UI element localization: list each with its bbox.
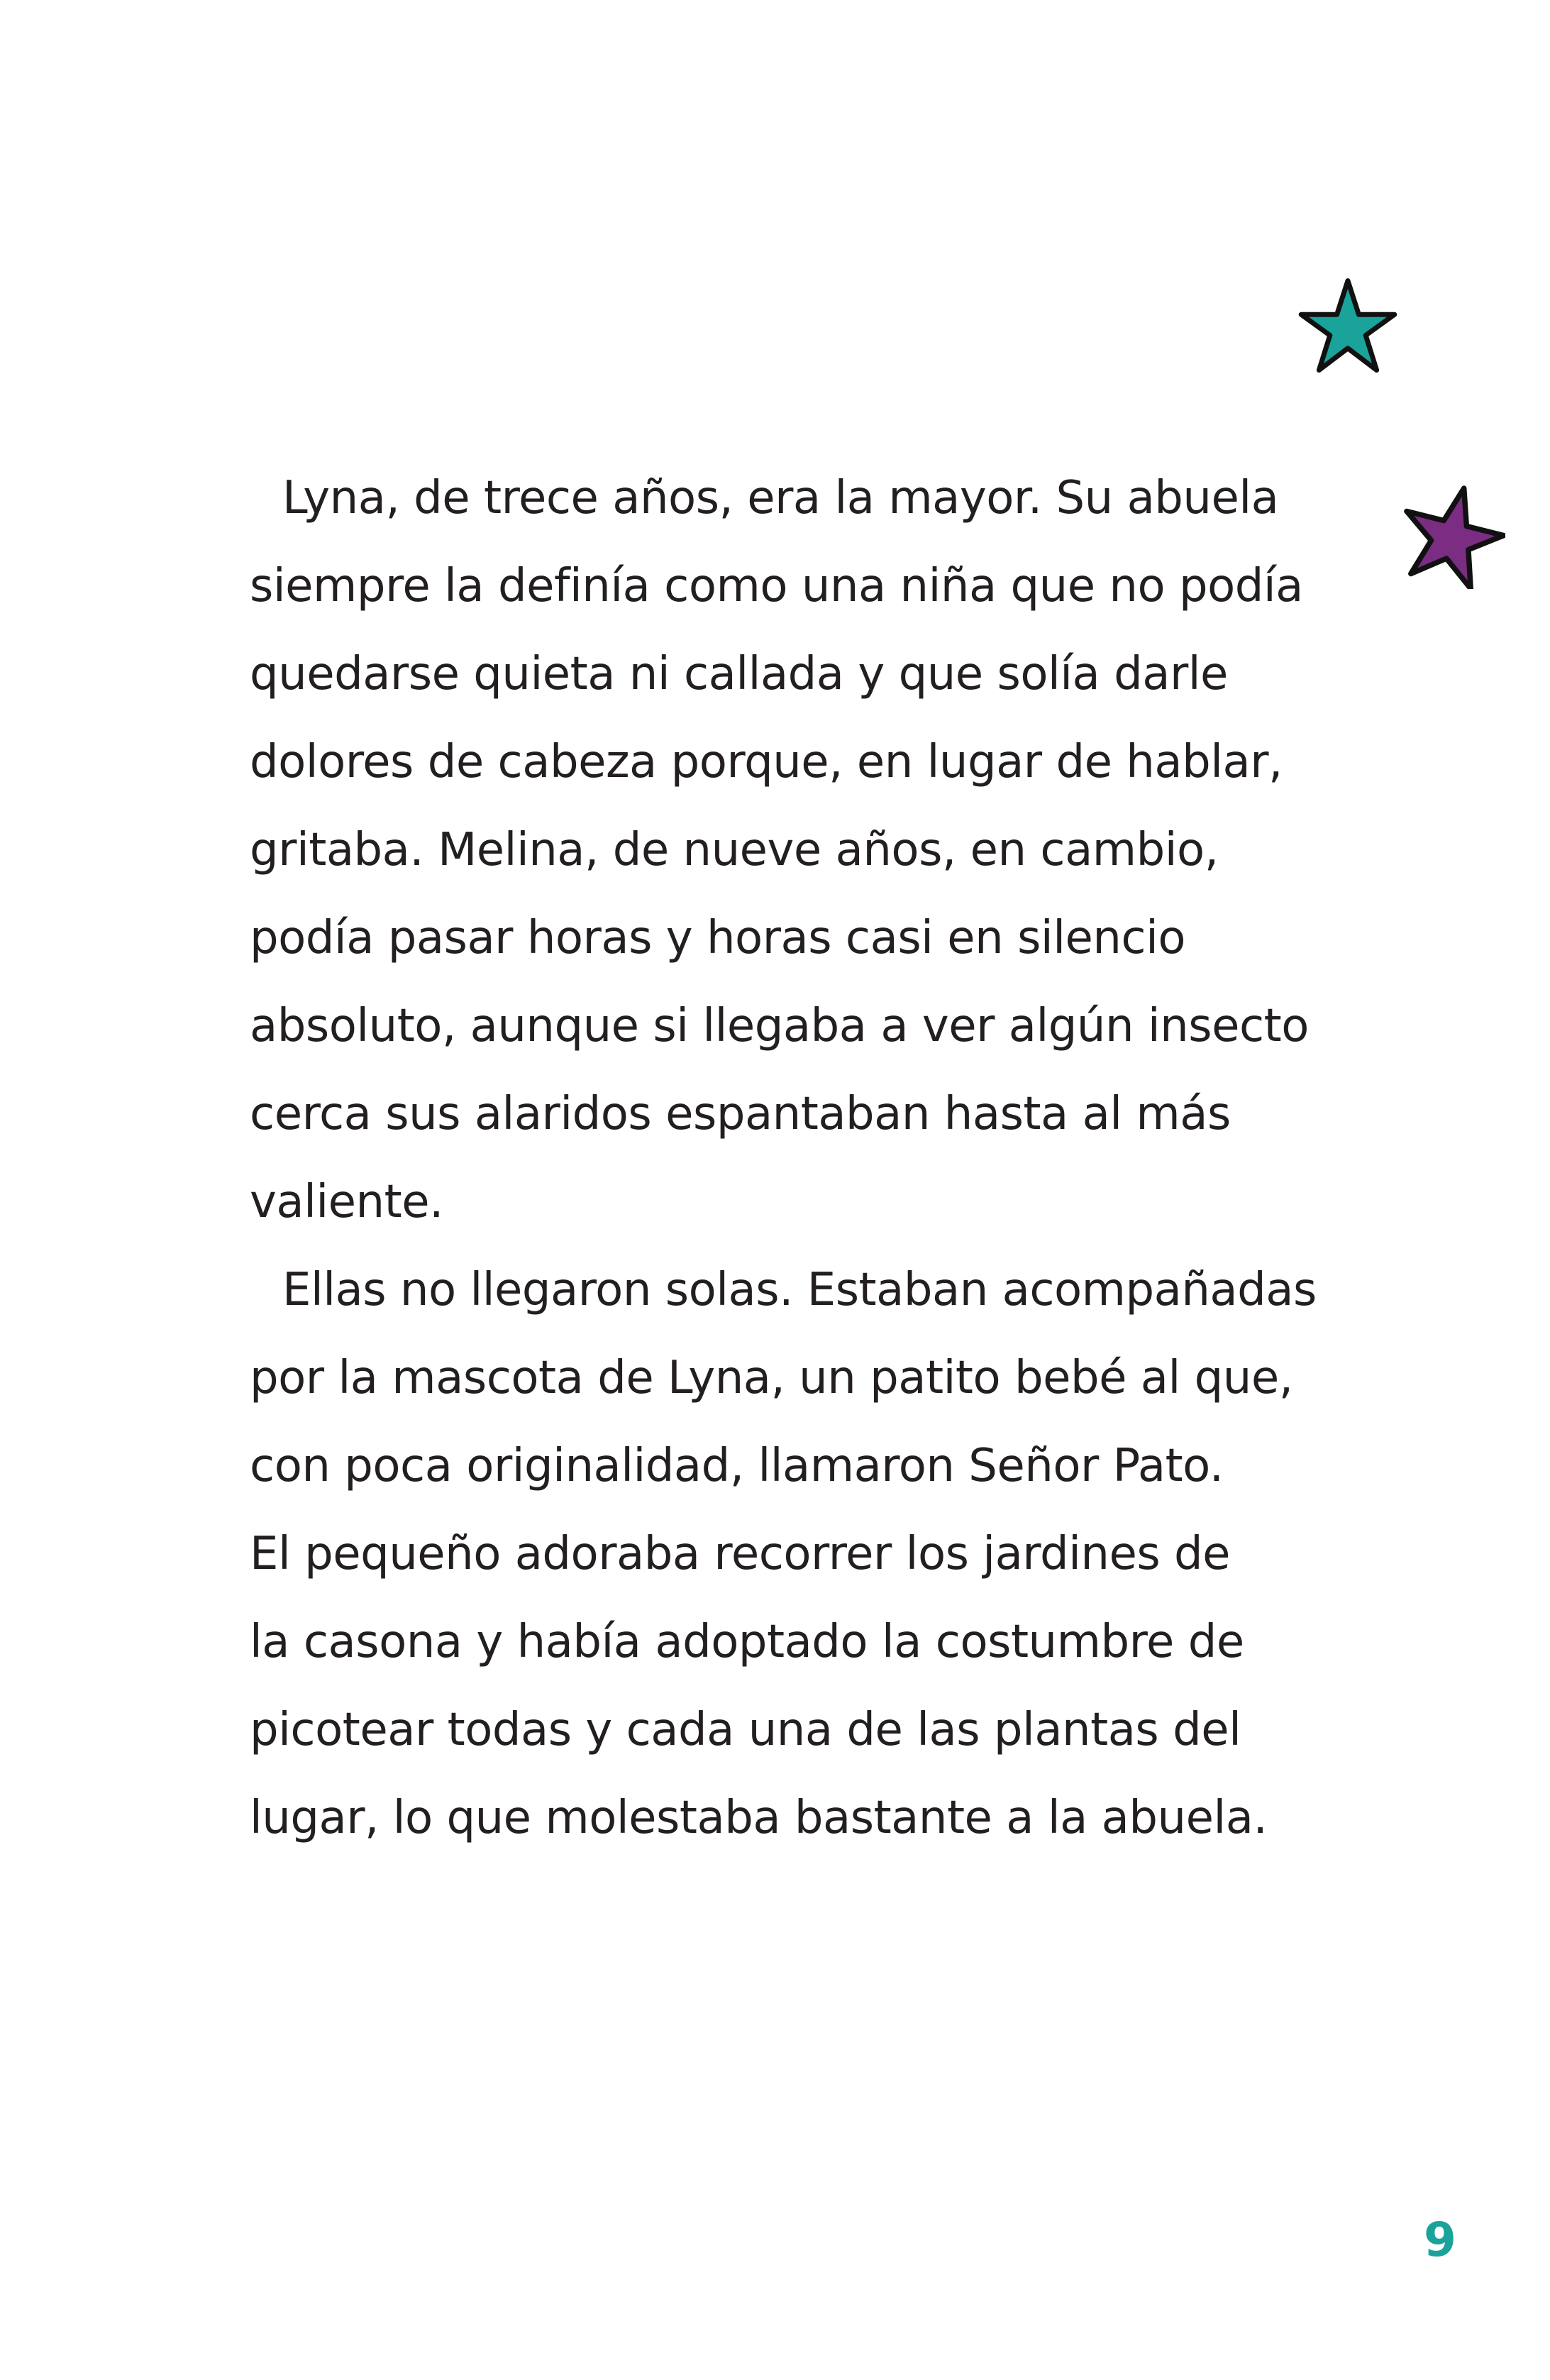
page-number: 9	[1424, 2213, 1456, 2267]
text-line: quedarse quieta ni callada y que solía darle	[250, 648, 1228, 700]
text-line: Ellas no llegaron solas. Estaban acompañadas	[282, 1264, 1317, 1316]
text-line: con poca originalidad, llamaron Señor Pato.	[250, 1440, 1224, 1492]
text-line: siempre la definía como una niña que no podía	[250, 560, 1303, 612]
text-line: cerca sus alaridos espantaban hasta al más	[250, 1088, 1231, 1140]
paragraph-2	[250, 1246, 1317, 1862]
text-line: la casona y había adoptado la costumbre de	[250, 1616, 1244, 1668]
paragraph-1	[250, 454, 1309, 1246]
teal-star-icon	[1298, 277, 1397, 376]
purple-star-icon	[1399, 483, 1505, 589]
text-line: lugar, lo que molestaba bastante a la abuela.	[250, 1792, 1268, 1844]
story-text	[250, 454, 1317, 1862]
text-line: podía pasar horas y horas casi en silencio	[250, 912, 1186, 964]
text-line: valiente.	[250, 1176, 443, 1228]
text-line: absoluto, aunque si llegaba a ver algún insecto	[250, 1000, 1309, 1052]
text-line: por la mascota de Lyna, un patito bebé al que,	[250, 1352, 1293, 1404]
text-line: Lyna, de trece años, era la mayor. Su abuela	[282, 472, 1279, 524]
text-line: El pequeño adoraba recorrer los jardines de	[250, 1528, 1230, 1580]
text-line: picotear todas y cada una de las plantas del	[250, 1704, 1241, 1756]
text-line: gritaba. Melina, de nueve años, en cambio,	[250, 824, 1219, 876]
text-line: dolores de cabeza porque, en lugar de hablar,	[250, 736, 1283, 788]
